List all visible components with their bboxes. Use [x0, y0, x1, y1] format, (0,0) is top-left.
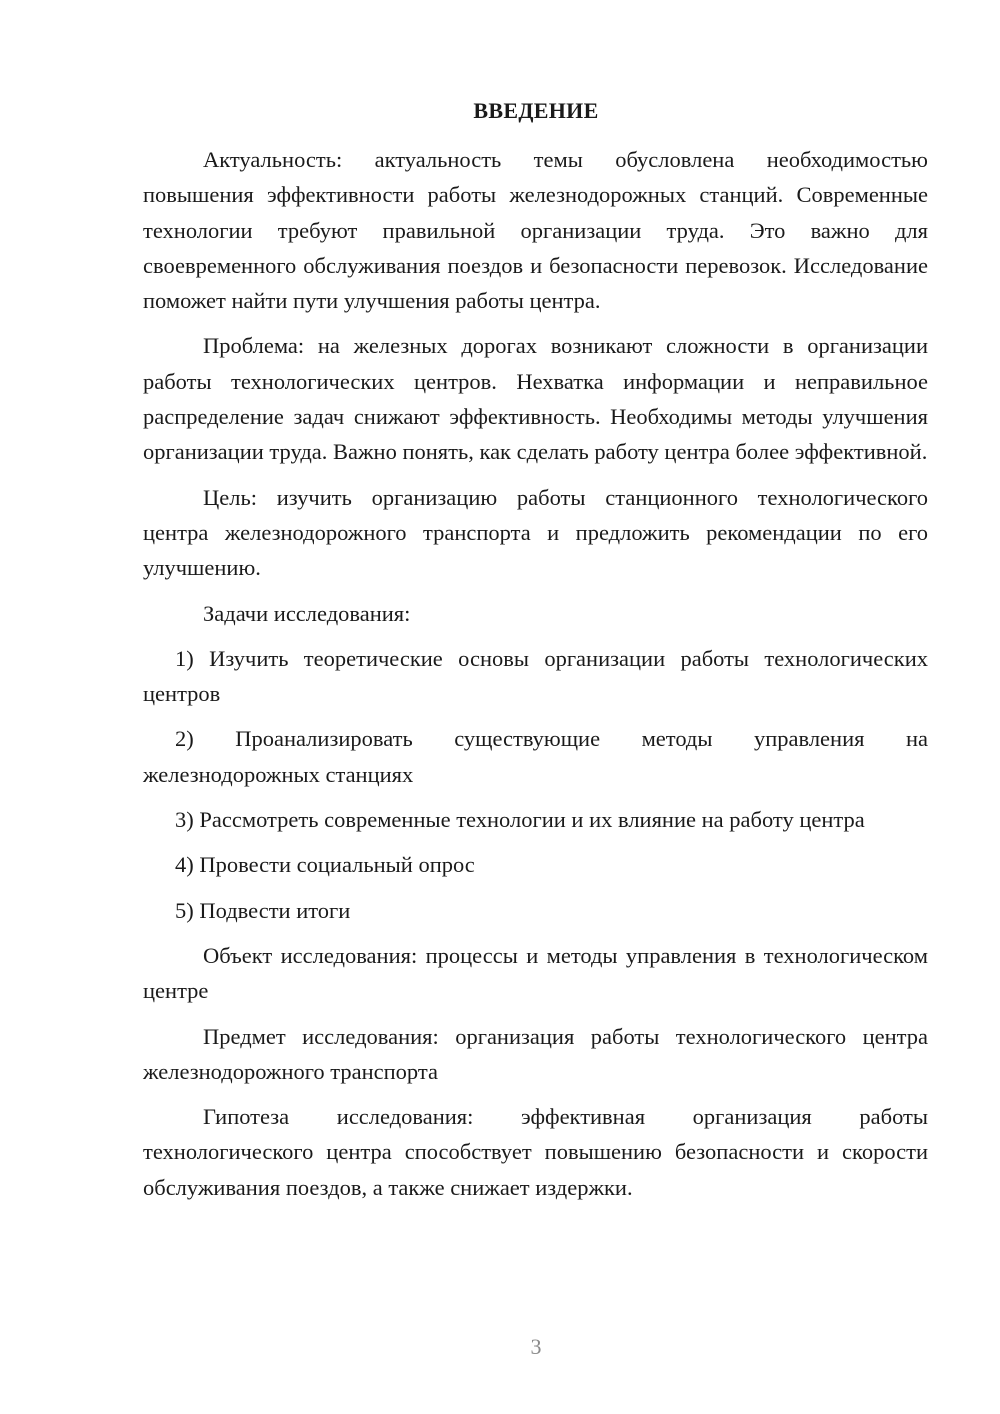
section-title: ВВЕДЕНИЕ	[473, 98, 599, 123]
task-item-3: 3) Рассмотреть современные технологии и их влияние на работу центра	[175, 807, 865, 833]
paragraph-subject: Предмет исследования: организация работы технологического центра железнодорожного транспорта	[143, 1023, 928, 1084]
task-item-1: 1) Изучить теоретические основы организации работы технологических центров	[143, 645, 928, 707]
paragraph-relevance: Актуальность: актуальность темы обусловлена необходимостью повышения эффективности работы железнодорожных станций. Современные технологии требуют правильной организации труда. Это важно для своевременного обслуживания поездов и безопасности перевозок. Исследование поможет найти пути улучшения работы центра.	[143, 147, 928, 314]
paragraph-hypothesis: Гипотеза исследования: эффективная организация работы технологического центра способствует повышению безопасности и скорости обслуживания поездов, а также снижает издержки.	[143, 1104, 928, 1200]
paragraph-object: Объект исследования: процессы и методы управления в технологическом центре	[143, 942, 928, 1004]
task-item-2: 2) Проанализировать существующие методы управления на железнодорожных станциях	[143, 726, 928, 787]
body-text	[143, 142, 928, 1215]
paragraph-problem: Проблема: на железных дорогах возникают сложности в организации работы технологических центров. Нехватка информации и неправильное распределение задач снижают эффективность. Необходимы методы улучшения организации труда. Важно понять, как сделать работу центра более эффективной.	[143, 333, 928, 465]
tasks-heading: Задачи исследования:	[203, 600, 411, 626]
task-item-5: 5) Подвести итоги	[175, 897, 351, 923]
page-number: 3	[530, 1334, 542, 1359]
paragraph-goal: Цель: изучить организацию работы станционного технологического центра железнодорожного транспорта и предложить рекомендации по его улучшению.	[143, 484, 928, 581]
task-item-4: 4) Провести социальный опрос	[175, 852, 475, 878]
